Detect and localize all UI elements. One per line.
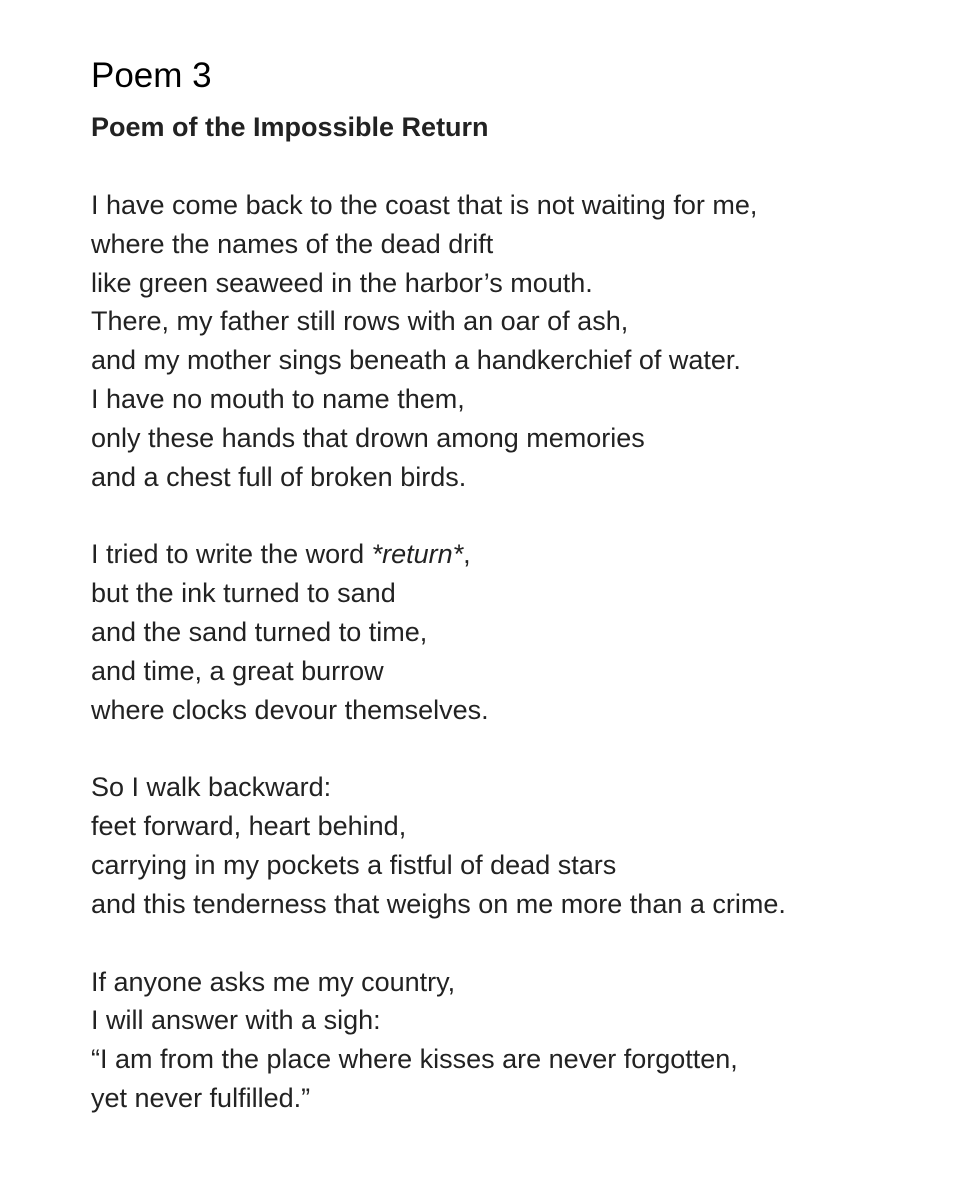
poem-line: only these hands that drown among memories <box>91 422 645 453</box>
poem-line: “I am from the place where kisses are never forgotten, <box>91 1044 738 1075</box>
stanza-4 <box>91 963 932 1118</box>
stanza-3 <box>91 768 932 923</box>
line-text: I tried to write the word <box>91 539 372 570</box>
poem-line: like green seaweed in the harbor’s mouth. <box>91 267 593 298</box>
poem-line: feet forward, heart behind, <box>91 811 407 842</box>
line-text: , <box>463 539 471 570</box>
poem-line: yet never fulfilled.” <box>91 1082 311 1113</box>
poem-line: So I walk backward: <box>91 772 332 803</box>
poem-line: There, my father still rows with an oar of ash, <box>91 306 629 337</box>
poem-line: and time, a great burrow <box>91 655 384 686</box>
poem-line: I have come back to the coast that is not waiting for me, <box>91 190 758 220</box>
poem-line: and this tenderness that weighs on me more than a crime. <box>91 888 786 919</box>
document-heading: Poem 3 <box>91 56 212 95</box>
poem-line: and the sand turned to time, <box>91 616 428 647</box>
poem-line: If anyone asks me my country, <box>91 966 456 997</box>
poem-line: I have no mouth to name them, <box>91 383 465 414</box>
poem-line: I will answer with a sigh: <box>91 1005 381 1036</box>
emphasized-word: *return* <box>371 539 464 570</box>
poem-line: carrying in my pockets a fistful of dead stars <box>91 849 617 880</box>
poem-line: and my mother sings beneath a handkerchief of water. <box>91 345 741 376</box>
poem-line-with-emphasis <box>91 535 932 574</box>
poem-title: Poem of the Impossible Return <box>91 112 489 142</box>
poem-line: but the ink turned to sand <box>91 578 396 609</box>
stanza-1 <box>91 186 932 496</box>
poem-line: where clocks devour themselves. <box>91 694 489 725</box>
poem-line: and a chest full of broken birds. <box>91 461 467 492</box>
stanza-2 <box>91 535 932 729</box>
poem-line: where the names of the dead drift <box>91 228 494 259</box>
document-page <box>91 52 932 1157</box>
